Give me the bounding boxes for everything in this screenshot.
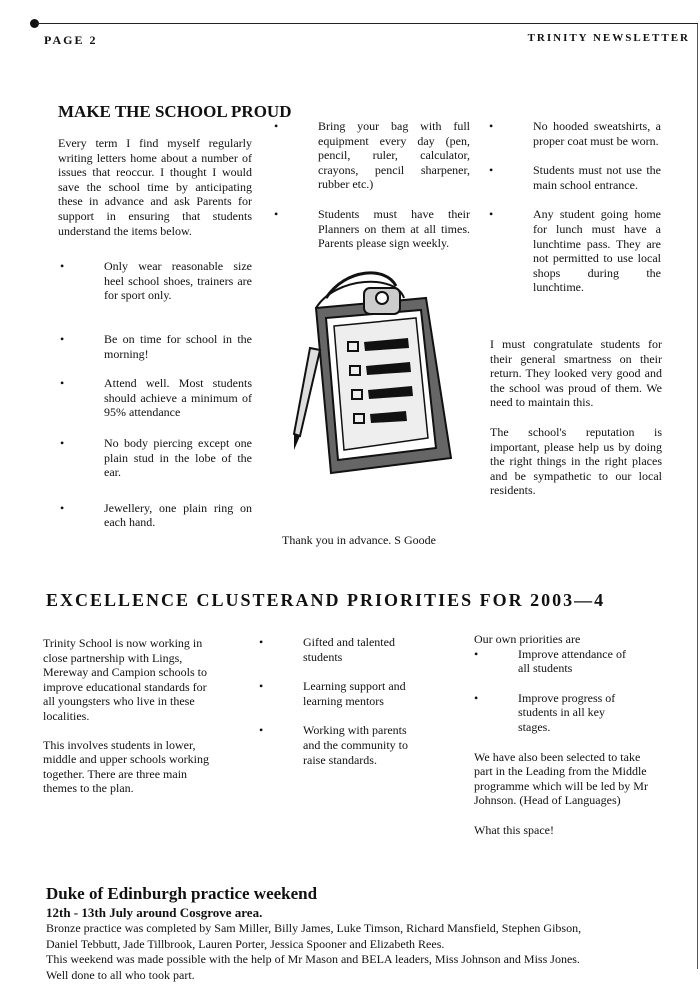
proud-list-1 [60, 259, 252, 530]
list-item: • Students must not use the main school entrance. [489, 163, 661, 192]
newsletter-title: TRINITY NEWSLETTER [527, 32, 690, 44]
excellence-column-1 [43, 636, 221, 796]
signoff: Thank you in advance. S Goode [282, 533, 436, 547]
proud-list-3 [489, 119, 661, 295]
list-item: • Jewellery, one plain ring on each hand. [60, 500, 252, 530]
themes-paragraph: This involves students in lower, middle and upper schools working together. There are three main themes to the plan. [43, 737, 209, 796]
section-title-excellence: EXCELLENCE CLUSTERAND PRIORITIES FOR 2003—4 [46, 590, 606, 610]
list-item: • Improve attendance of all students [474, 646, 626, 676]
proud-column-2 [274, 119, 470, 251]
list-item: • Any student going home for lunch must have a lunchtime pass. They are not permitted to use local shops during the lunchtime. [489, 207, 661, 295]
proud-column-3 [489, 119, 661, 295]
excellence-column-2 [259, 635, 423, 767]
header-rule [36, 23, 698, 24]
section-title-duke: Duke of Edinburgh practice weekend [46, 884, 318, 903]
leading-paragraph: We have also been selected to take part in the Leading from the Middle programme which will be led by Mr Johnson. (Head of Languages) [474, 749, 648, 808]
duke-line: Daniel Tebbutt, Jade Tillbrook, Lauren Porter, Jessica Spooner and Elizabeth Rees. [46, 936, 445, 951]
list-item: • Bring your bag with full equipment every day (pen, pencil, ruler, calculator, crayons, pencil sharpener, rubber etc.) [274, 119, 470, 192]
list-item: • Students must have their Planners on them at all times. Parents please sign weekly. [274, 206, 470, 251]
proud-list-2 [274, 119, 470, 251]
proud-column-1 [58, 136, 252, 530]
section-title-proud: MAKE THE SCHOOL PROUD [58, 102, 292, 121]
right-margin-rule [697, 24, 698, 969]
space-note: What this space! [474, 822, 554, 837]
partnership-paragraph: Trinity School is now working in close partnership with Lings, Mereway and Campion schools to improve educational standards for all youngsters who live in these localities. [43, 636, 207, 723]
proud-intro: Every term I find myself regularly writing letters home about a number of issues that reoccur. I thought I would save the school time by anticipating these in advance and ask Parents for support in ensuring that students understand the items below. [58, 136, 252, 238]
list-item: • Gifted and talented students [259, 635, 395, 664]
themes-list [259, 635, 423, 767]
duke-body [46, 921, 686, 983]
page-number: PAGE 2 [44, 33, 98, 47]
proud-column-3-paragraphs [490, 337, 662, 498]
duke-line: Bronze practice was completed by Sam Miller, Billy James, Luke Timson, Richard Mansfield, Stephen Gibson, [46, 921, 582, 935]
priorities-list [474, 646, 628, 735]
list-item: • Improve progress of students in all key stages. [474, 690, 616, 734]
list-item: • Be on time for school in the morning! [60, 331, 252, 361]
excellence-column-3 [474, 632, 654, 838]
priorities-intro: Our own priorities are [474, 632, 581, 646]
list-item: • Learning support and learning mentors [259, 679, 406, 708]
list-item: • Attend well. Most students should achieve a minimum of 95% attendance [60, 376, 252, 420]
list-item: • No body piercing except one plain stud in the lobe of the ear. [60, 435, 252, 480]
list-item: • No hooded sweatshirts, a proper coat must be worn. [489, 119, 661, 148]
list-item: • Only wear reasonable size heel school shoes, trainers are for sport only. [60, 259, 252, 303]
clipboard-checklist-illustration [286, 268, 466, 483]
list-item: • Working with parents and the community to raise standards. [259, 723, 408, 767]
congratulate-paragraph: I must congratulate students for their general smartness on their return. They looked very good and the school was proud of them. We need to maintain this. [490, 337, 662, 410]
duke-subtitle: 12th - 13th July around Cosgrove area. [46, 905, 263, 920]
duke-line: Well done to all who took part. [46, 967, 195, 982]
reputation-paragraph: The school's reputation is important, please help us by doing the right things in the right places and be sympathetic to our local residents. [490, 424, 662, 498]
duke-line: This weekend was made possible with the help of Mr Mason and BELA leaders, Miss Johnson and Miss Jones. [46, 952, 580, 966]
